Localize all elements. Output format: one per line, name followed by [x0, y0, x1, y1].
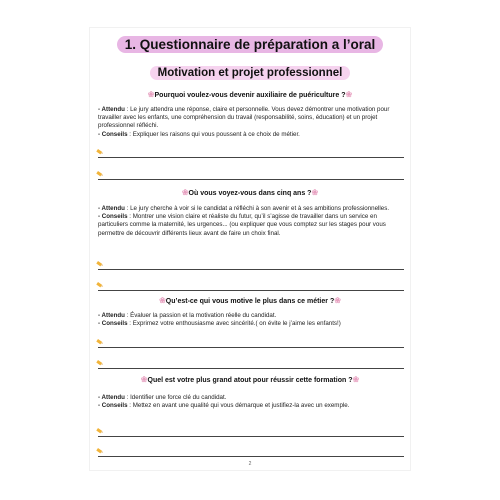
attendu-line-2: [98, 205, 403, 213]
attendu-line-1: [98, 106, 403, 131]
conseils-label: - Conseils: [98, 130, 128, 138]
page-number: 2: [248, 461, 252, 467]
title-container: [90, 36, 410, 54]
attendu-text-2: : Le jury cherche à voir si le candidat a réfléchi à son avenir et à ses ambitions professionnelles.: [124, 205, 390, 212]
attendu-label: - Attendu: [98, 106, 125, 113]
flower-icon: ❀: [147, 90, 155, 99]
flower-icon: ❀: [334, 296, 341, 305]
attendu-line-4: [98, 394, 403, 402]
question-heading-3: [90, 296, 410, 305]
attendu-text-4: : Identifier une force clé du candidat.: [124, 394, 227, 401]
attendu-label: - Attendu: [98, 312, 125, 319]
answer-line[interactable]: [98, 339, 404, 348]
conseils-line-3: [98, 320, 403, 328]
question-heading-4: [90, 375, 410, 384]
flower-icon: ❀: [311, 188, 319, 197]
conseils-line-4: [98, 402, 403, 410]
conseils-text-4: : Mettez en avant une qualité qui vous démarque et justifiez-la avec un exemple.: [127, 402, 350, 410]
pencil-icon: [96, 171, 104, 178]
conseils-text-1: : Expliquer les raisons qui vous poussent à ce choix de métier.: [127, 130, 300, 138]
question-text-2: Où vous voyez-vous dans cinq ans ?: [188, 190, 312, 197]
conseils-text-3: : Exprimez votre enthousiasme avec sincérité.( on évite le j’aime les enfants!): [127, 320, 341, 328]
attendu-line-3: [98, 312, 403, 320]
flower-icon: ❀: [159, 296, 166, 305]
question-text-4: Quel est votre plus grand atout pour réussir cette formation ?: [147, 377, 353, 384]
question-details-4: [98, 394, 403, 410]
pencil-icon: [96, 448, 104, 455]
question-text-3: Qu’est-ce qui vous motive le plus dans ce métier ?: [165, 298, 335, 305]
pencil-icon: [96, 282, 104, 289]
question-details-2: [98, 205, 403, 238]
flower-icon: ❀: [345, 90, 353, 99]
attendu-text-1: : Le jury attendra une réponse, claire et personnelle. Vous devez démontrer une motivation pour travailler avec les enfants, une compréhension du travail (responsabilité, soins, éducation) et un projet professionnel réfléchi.: [98, 106, 390, 130]
answer-line[interactable]: [98, 282, 404, 291]
answer-line[interactable]: [98, 360, 404, 369]
answer-line[interactable]: [98, 171, 404, 180]
flower-icon: ❀: [140, 375, 148, 384]
conseils-text-2: : Montrer une vision claire et réaliste du futur, qu’il s’agisse de travailler dans un service en particuliers comme la maternité, les urgences... (ou expliquer que vous comptez sur les stages pour vous permettre de découvrir différents lieux avant de faire un choix final.: [98, 213, 386, 237]
flower-icon: ❀: [352, 375, 360, 384]
conseils-line-2: [98, 213, 403, 238]
flower-icon: ❀: [181, 188, 189, 197]
conseils-label: - Conseils: [98, 213, 128, 221]
question-details-1: [98, 106, 403, 139]
pencil-icon: [96, 360, 104, 367]
page-title: 1. Questionnaire de préparation a l’oral: [117, 36, 384, 53]
answer-line[interactable]: [98, 261, 404, 270]
conseils-label: - Conseils: [98, 402, 128, 410]
question-text-1: Pourquoi voulez-vous devenir auxiliaire de puériculture ?: [154, 92, 346, 99]
pencil-icon: [96, 261, 104, 268]
attendu-text-3: : Évaluer la passion et la motivation réelle du candidat.: [124, 312, 277, 319]
subtitle-container: [90, 63, 410, 81]
attendu-label: - Attendu: [98, 394, 125, 401]
conseils-label: - Conseils: [98, 320, 128, 328]
attendu-label: - Attendu: [98, 205, 125, 212]
answer-line[interactable]: [98, 448, 404, 457]
question-details-3: [98, 312, 403, 328]
answer-line[interactable]: [98, 428, 404, 437]
document-page: [90, 28, 410, 470]
conseils-line-1: [98, 131, 403, 139]
pencil-icon: [96, 339, 104, 346]
section-subtitle: Motivation et projet professionnel: [150, 66, 351, 80]
question-heading-1: [90, 90, 410, 99]
pencil-icon: [96, 428, 104, 435]
pencil-icon: [96, 149, 104, 156]
answer-line[interactable]: [98, 149, 404, 158]
question-heading-2: [90, 188, 410, 197]
